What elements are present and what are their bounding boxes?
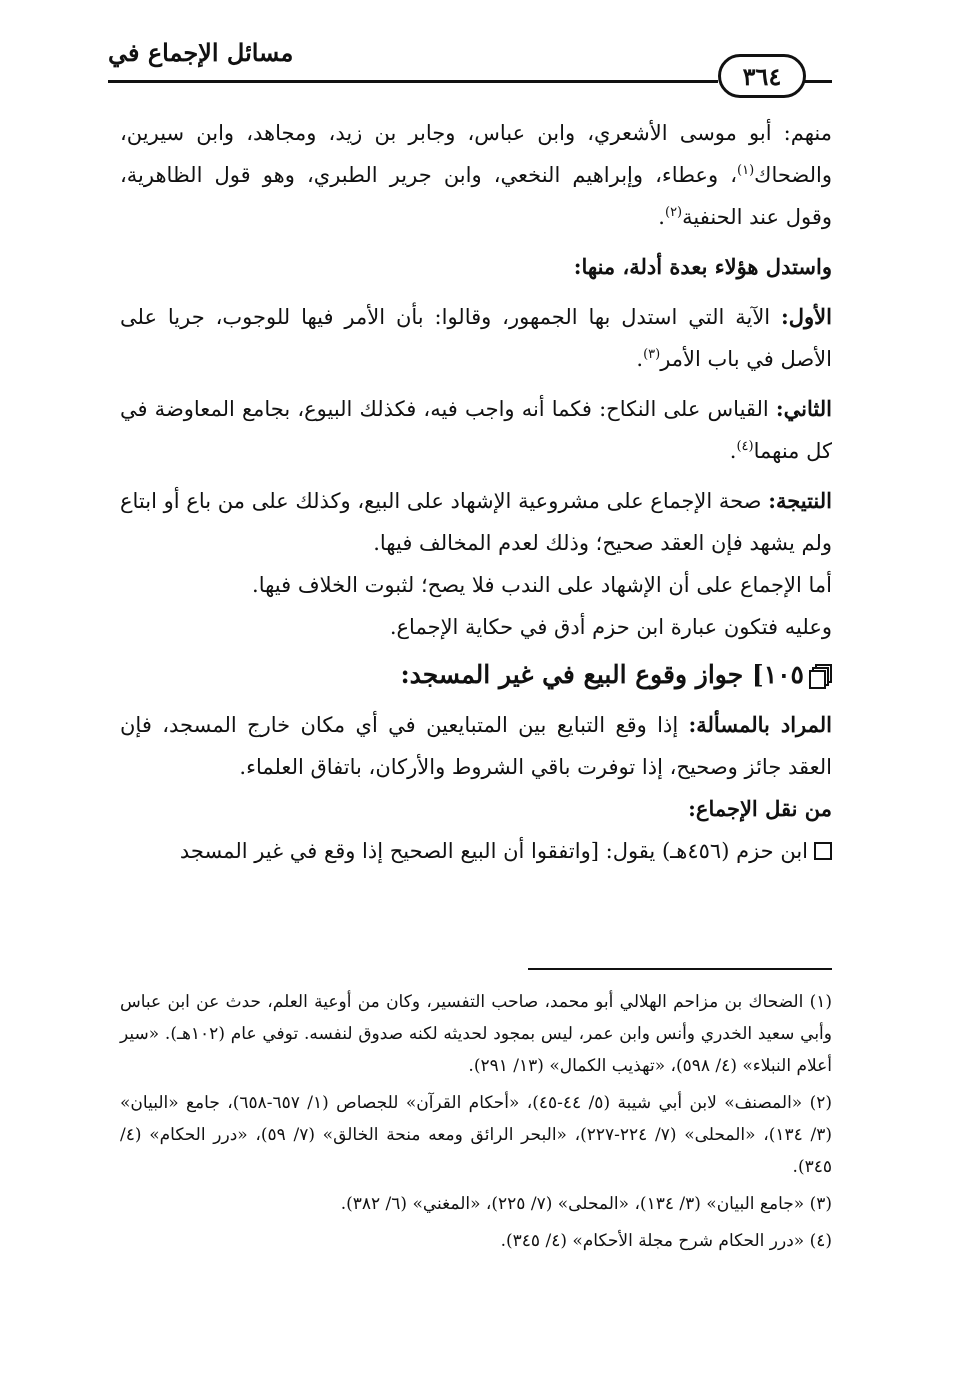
paragraph-conclusion: وعليه فتكون عبارة ابن حزم أدق في حكاية الإجماع. [389, 615, 832, 639]
checkbox-icon [814, 842, 832, 860]
running-header-title: مسائل الإجماع في [108, 38, 294, 67]
footnote-3: (٣) «جامع البيان» (٣/ ١٣٤)، «المحلى» (٧/ ٢٢٥)، «المغني» (٦/ ٣٨٢). [340, 1194, 832, 1214]
books-icon [812, 664, 832, 686]
paragraph-second-evidence: الثاني: القياس على النكاح: فكما أنه واجب فيه، فكذلك البيوع، بجامع المعاوضة في كل منهما$^{(٤)}$. [120, 396, 832, 463]
paragraph-meaning: المراد بالمسألة: إذا وقع التبايع بين المتبايعين في أي مكان خارج المسجد، فإن العقد جائز وصحيح، إذا توفرت باقي الشروط والأركان، باتفاق العلماء. [120, 712, 832, 779]
footnote-divider [528, 968, 832, 970]
footnote-1: (١) الضحاك بن مزاحم الهلالي أبو محمد، صاحب التفسير، وكان من أوعية العلم، حدث عن ابن عباس وأبي سعيد الخدري وأنس وابن عمر، ليس بمجود لحديثه لكنه صدوق لنفسه. توفي عام (١٠٢هـ). «سير أعلام النبلاء» (٤/ ٥٩٨)، «تهذيب الكمال» (١٣/ ٢٩١). [120, 992, 832, 1076]
main-text [120, 112, 832, 872]
paragraph-first-evidence: الأول: الآية التي استدل بها الجمهور، وقالوا: بأن الأمر فيها للوجوب، جريا على الأصل في باب الأمر$^{(٣)}$. [120, 304, 832, 371]
paragraph-consensus-note: أما الإجماع على أن الإشهاد على الندب فلا يصح؛ لثبوت الخلاف فيها. [252, 573, 832, 597]
footnote-2: (٢) «المصنف» لابن أبي شيبة (٥/ ٤٤-٤٥)، «أحكام القرآن» للجصاص (١/ ٦٥٧-٦٥٨)، جامع «البيان» (٣/ ١٣٤)، «المحلى» (٧/ ٢٢٤-٢٢٧)، «البحر الرائق ومعه منحة الخالق» (٧/ ٥٩)، «درر الحكام» (٤/ ٣٤٥). [120, 1093, 832, 1177]
page-number: ٣٦٤ [718, 54, 806, 98]
footnote-ref-1: (١) [737, 163, 755, 178]
footnote-ref-2: (٢) [664, 205, 683, 220]
footnotes [120, 986, 832, 1262]
paragraph-evidence-intro: واستدل هؤلاء بعدة أدلة، منها: [573, 254, 832, 279]
paragraph-scholars: منهم: أبو موسى الأشعري، وابن عباس، وجابر بن زيد، ومجاهد، وابن سيرين، والضحاك$^{(١)}$، وعطاء، وإبراهيم النخعي، وابن جرير الطبري، وهو قول الظاهرية، وقول عند الحنفية$^{(٢)}$. [120, 121, 832, 229]
paragraph-result: النتيجة: صحة الإجماع على مشروعية الإشهاد على البيع، وكذلك على من باع أو ابتاع ولم يشهد فإن العقد صحيح؛ وذلك لعدم المخالف فيها. [120, 488, 832, 555]
paragraph-transmitters-heading: من نقل الإجماع: [688, 796, 832, 821]
header-rule-left [108, 80, 718, 83]
footnote-ref-3: (٣) [643, 347, 661, 362]
paragraph-ibn-hazm: ابن حزم (٤٥٦هـ) يقول: [واتفقوا أن البيع الصحيح إذا وقع في غير المسجد [120, 830, 832, 872]
section-heading-text: ١٠٥] جواز وقوع البيع في غير المسجد: [400, 660, 804, 689]
footnote-4: (٤) «درر الحكام شرح مجلة الأحكام» (٤/ ٣٤٥). [500, 1231, 832, 1251]
section-heading [120, 652, 832, 698]
footnote-ref-4: (٤) [736, 439, 754, 454]
